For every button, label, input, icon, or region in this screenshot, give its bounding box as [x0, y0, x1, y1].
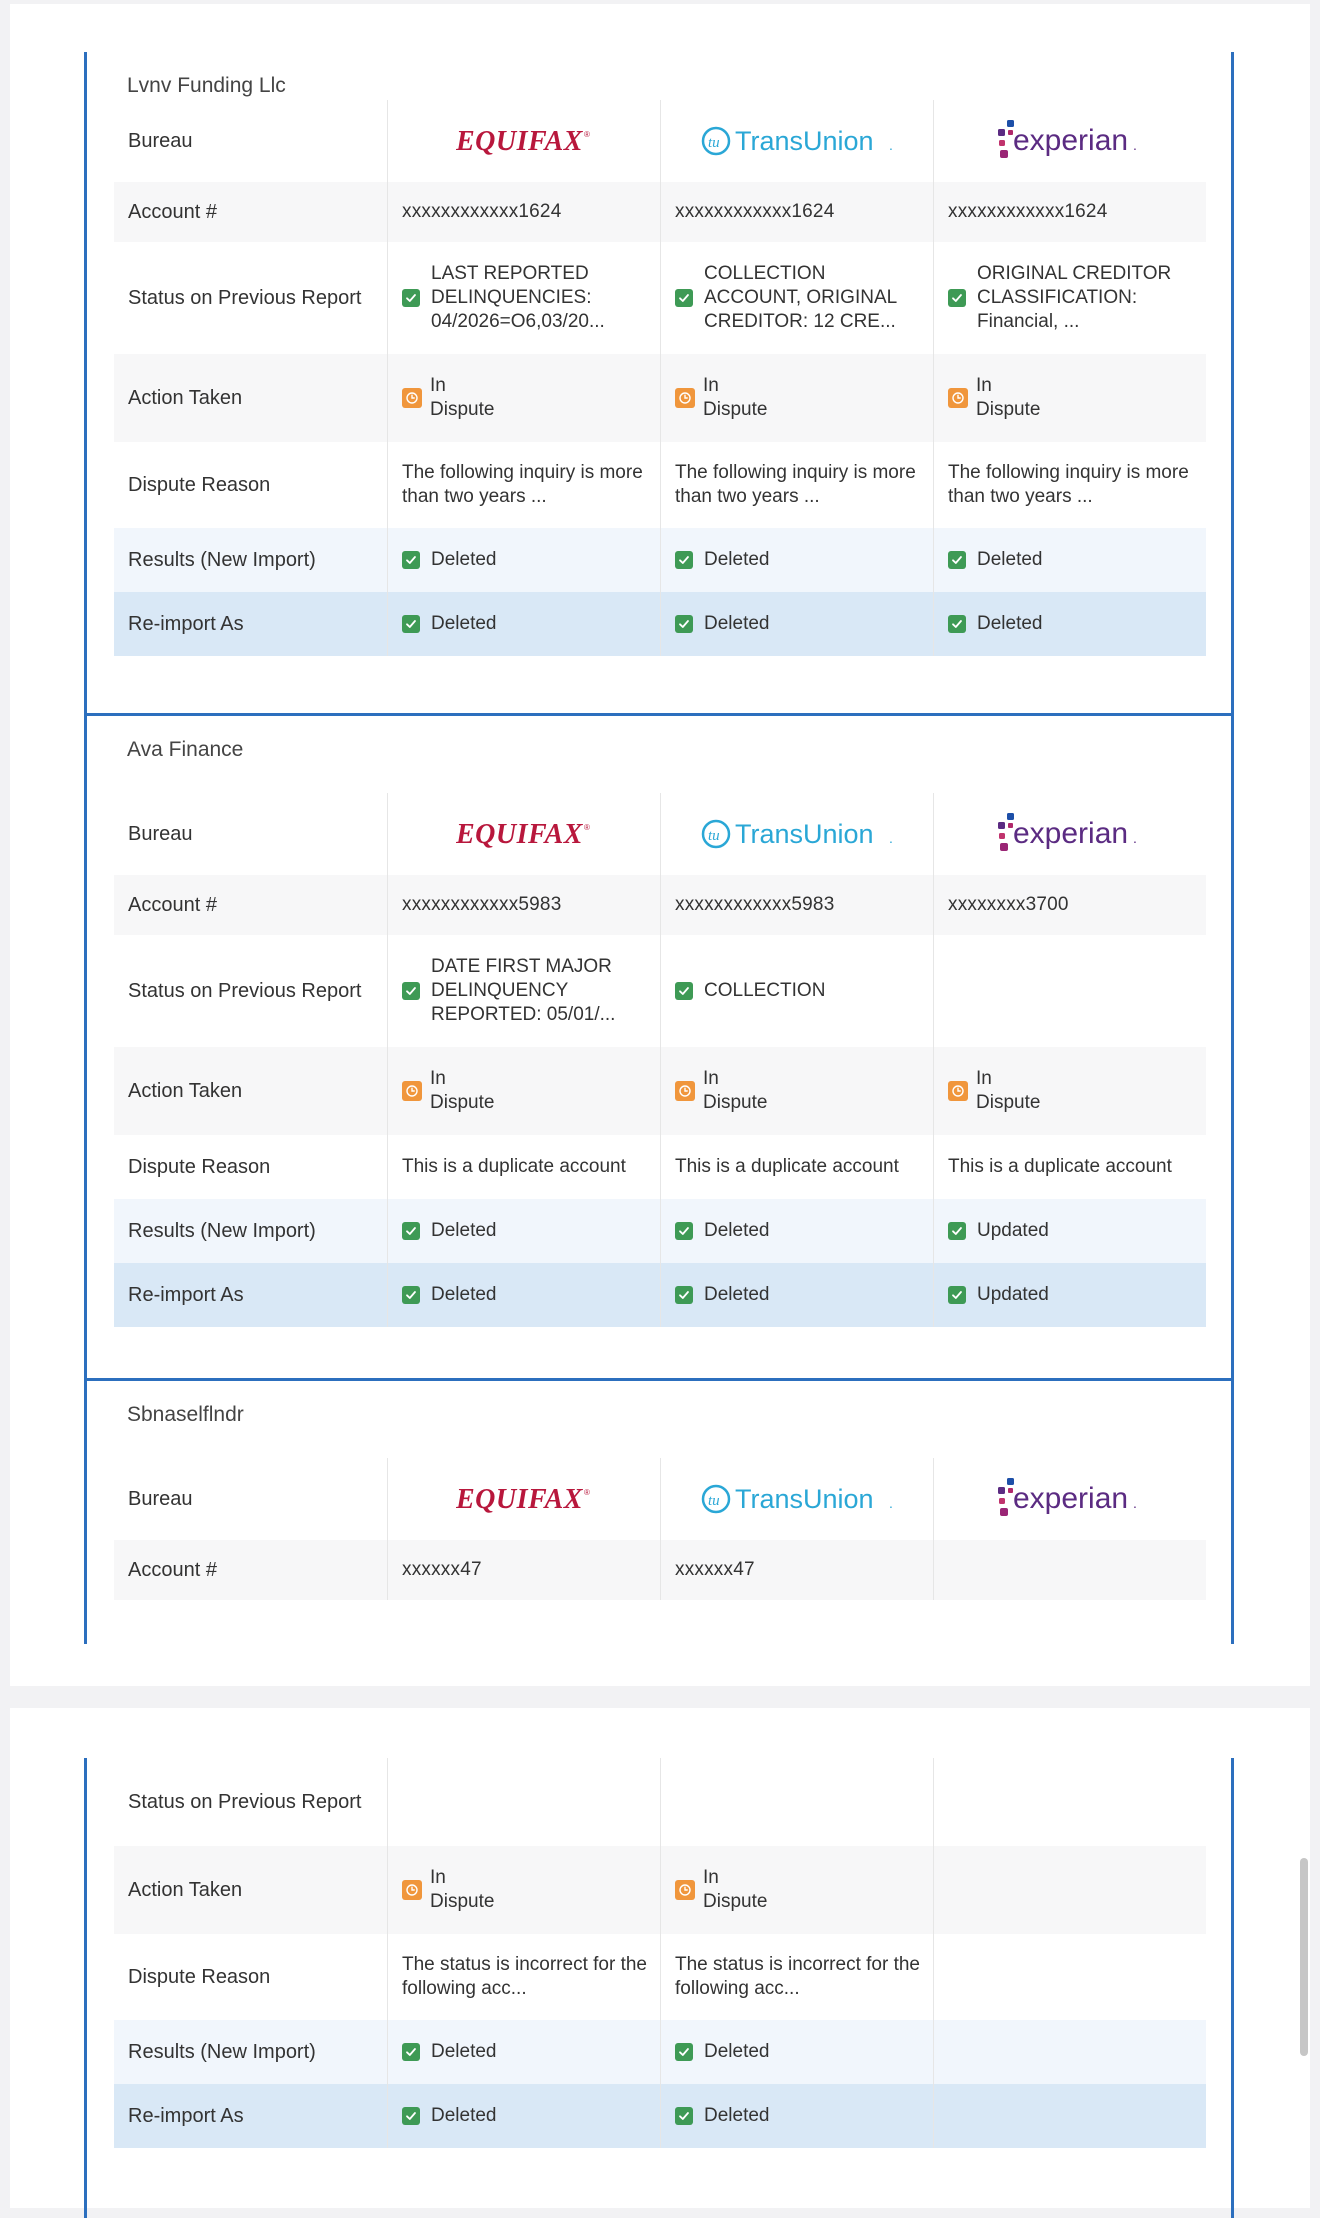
- row-label: Results (New Import): [128, 1220, 316, 1242]
- svg-text:TransUnion: TransUnion: [735, 1484, 874, 1514]
- reimport-text: Deleted: [431, 613, 497, 634]
- action-taken-text: [430, 1067, 494, 1115]
- table: [114, 100, 1206, 656]
- svg-text:experian: experian: [1013, 124, 1129, 157]
- account-number: xxxxxxxxxxxx1624: [675, 201, 835, 222]
- row-action: [114, 1846, 1206, 1934]
- svg-text:tu: tu: [708, 1493, 720, 1509]
- row-reimport: [114, 2084, 1206, 2148]
- row-label: Bureau: [128, 823, 193, 845]
- clock-icon: [675, 388, 695, 408]
- action-line: In: [703, 1068, 719, 1089]
- row-label: Re-import As: [128, 613, 244, 635]
- action-line: In: [430, 375, 446, 396]
- check-icon: [402, 289, 420, 307]
- dispute-reason-text: This is a duplicate account: [402, 1156, 626, 1177]
- cell-status: [387, 935, 660, 1047]
- status-text: COLLECTION ACCOUNT, ORIGINAL CREDITOR: 12 CRE...: [704, 263, 897, 332]
- row-label: Re-import As: [128, 2105, 244, 2127]
- transunion-logo: [701, 1481, 897, 1517]
- cell-action: [387, 1047, 660, 1135]
- tradeline-card-lvnv-funding: [84, 52, 1234, 716]
- svg-text:.: .: [1133, 137, 1137, 153]
- cell-reimport: [387, 2084, 660, 2148]
- check-icon: [402, 1222, 420, 1240]
- cell-account: [933, 182, 1206, 242]
- row-reason: [114, 1135, 1206, 1199]
- row-label: Dispute Reason: [128, 1156, 271, 1178]
- creditor-name: Ava Finance: [127, 738, 244, 761]
- equifax-logo: [456, 123, 596, 159]
- dispute-reason-text: The following inquiry is more than two years ...: [948, 462, 1189, 507]
- svg-text:TransUnion: TransUnion: [735, 819, 874, 849]
- cell-action: [933, 1846, 1206, 1934]
- reimport-text: Deleted: [704, 2105, 770, 2126]
- result-text: Deleted: [704, 549, 770, 570]
- cell-results: [933, 528, 1206, 592]
- svg-text:®: ®: [584, 1488, 590, 1497]
- cell-account: [660, 1540, 933, 1600]
- account-number: xxxxxx47: [402, 1559, 482, 1580]
- check-icon: [948, 615, 966, 633]
- cell-reimport: [387, 1263, 660, 1327]
- check-icon: [675, 2107, 693, 2125]
- account-number: xxxxxxxxxxxx1624: [948, 201, 1108, 222]
- cell-reason: [660, 442, 933, 528]
- action-line: Dispute: [976, 399, 1041, 420]
- action-taken-text: [703, 374, 767, 422]
- dispute-reason-text: This is a duplicate account: [675, 1156, 899, 1177]
- cell-action: [660, 1047, 933, 1135]
- cell-status: [933, 1758, 1206, 1846]
- check-icon: [675, 615, 693, 633]
- cell-status: [660, 242, 933, 354]
- scrollbar-thumb[interactable]: [1300, 1858, 1308, 2056]
- reimport-text: Updated: [977, 1284, 1049, 1305]
- cell-results: [387, 1199, 660, 1263]
- check-icon: [948, 1222, 966, 1240]
- check-icon: [675, 1222, 693, 1240]
- row-label: Account #: [128, 1559, 217, 1581]
- check-icon: [402, 2107, 420, 2125]
- cell-results: [387, 2020, 660, 2084]
- check-icon: [948, 551, 966, 569]
- account-number: xxxxxxxxxxxx5983: [675, 894, 835, 915]
- cell-status: [387, 242, 660, 354]
- row-results: [114, 1199, 1206, 1263]
- reimport-text: Deleted: [704, 613, 770, 634]
- action-line: In: [430, 1068, 446, 1089]
- cell-account: [933, 1540, 1206, 1600]
- status-text: DATE FIRST MAJOR DELINQUENCY REPORTED: 05/01/...: [431, 956, 616, 1025]
- action-taken-text: [976, 1067, 1040, 1115]
- svg-text:tu: tu: [708, 828, 720, 844]
- row-results: [114, 2020, 1206, 2084]
- row-label: Status on Previous Report: [128, 1791, 362, 1813]
- check-icon: [948, 289, 966, 307]
- svg-text:EQUIFAX: EQUIFAX: [456, 126, 583, 157]
- svg-text:EQUIFAX: EQUIFAX: [456, 819, 583, 850]
- table: [114, 1758, 1206, 2148]
- account-number: xxxxxxxxxxxx1624: [402, 201, 562, 222]
- row-action: [114, 354, 1206, 442]
- row-results: [114, 528, 1206, 592]
- bureau-logo-cell: [660, 100, 933, 182]
- table: [114, 793, 1206, 1327]
- cell-action: [933, 1047, 1206, 1135]
- cell-status: [660, 1758, 933, 1846]
- cell-reason: [387, 442, 660, 528]
- row-account: [114, 875, 1206, 935]
- row-label: Account #: [128, 894, 217, 916]
- tradeline-card-sbnaselflndr: [84, 1378, 1234, 1644]
- row-status: [114, 1758, 1206, 1846]
- clock-icon: [948, 1081, 968, 1101]
- row-reason: [114, 1934, 1206, 2020]
- cell-account: [660, 875, 933, 935]
- dispute-reason-text: The status is incorrect for the following acc...: [675, 1954, 920, 1999]
- bureau-logo-cell: [933, 100, 1206, 182]
- table: [114, 1458, 1206, 1600]
- dispute-reason-text: This is a duplicate account: [948, 1156, 1172, 1177]
- check-icon: [948, 1286, 966, 1304]
- cell-results: [660, 1199, 933, 1263]
- cell-reason: [933, 1135, 1206, 1199]
- reimport-text: Deleted: [431, 2105, 497, 2126]
- experian-logo: [997, 118, 1147, 164]
- cell-results: [933, 2020, 1206, 2084]
- cell-account: [387, 182, 660, 242]
- row-label: Action Taken: [128, 387, 243, 409]
- svg-text:tu: tu: [708, 135, 720, 151]
- row-label: Action Taken: [128, 1080, 243, 1102]
- dispute-reason-text: The following inquiry is more than two years ...: [675, 462, 916, 507]
- result-text: Deleted: [431, 1220, 497, 1241]
- row-label: Account #: [128, 201, 217, 223]
- check-icon: [402, 2043, 420, 2061]
- result-text: Deleted: [431, 2041, 497, 2062]
- cell-reimport: [387, 592, 660, 656]
- svg-text:experian: experian: [1013, 1482, 1129, 1515]
- svg-text:TransUnion: TransUnion: [735, 126, 874, 156]
- check-icon: [402, 1286, 420, 1304]
- row-reason: [114, 442, 1206, 528]
- check-icon: [675, 982, 693, 1000]
- cell-reason: [660, 1135, 933, 1199]
- svg-text:experian: experian: [1013, 817, 1129, 850]
- action-line: In: [976, 375, 992, 396]
- row-status: [114, 242, 1206, 354]
- cell-reimport: [660, 592, 933, 656]
- action-line: Dispute: [703, 1891, 768, 1912]
- clock-icon: [402, 388, 422, 408]
- row-bureau: [114, 1458, 1206, 1540]
- cell-action: [387, 1846, 660, 1934]
- action-line: Dispute: [430, 399, 495, 420]
- report-page-2: [10, 1708, 1310, 2208]
- tradeline-card-ava-finance: [84, 713, 1234, 1381]
- transunion-logo: [701, 123, 897, 159]
- clock-icon: [675, 1880, 695, 1900]
- cell-status: [660, 935, 933, 1047]
- row-account: [114, 182, 1206, 242]
- svg-text:EQUIFAX: EQUIFAX: [456, 1484, 583, 1515]
- row-label: Status on Previous Report: [128, 980, 362, 1002]
- cell-action: [387, 354, 660, 442]
- clock-icon: [402, 1081, 422, 1101]
- row-label: Action Taken: [128, 1879, 243, 1901]
- status-text: ORIGINAL CREDITOR CLASSIFICATION: Financial, ...: [977, 263, 1172, 332]
- reimport-text: Deleted: [977, 613, 1043, 634]
- row-label: Dispute Reason: [128, 474, 271, 496]
- check-icon: [402, 551, 420, 569]
- check-icon: [402, 982, 420, 1000]
- svg-text:.: .: [889, 830, 893, 846]
- cell-account: [660, 182, 933, 242]
- action-line: Dispute: [703, 1092, 768, 1113]
- bureau-logo-cell: [660, 1458, 933, 1540]
- action-line: Dispute: [703, 399, 768, 420]
- cell-status: [387, 1758, 660, 1846]
- action-line: Dispute: [976, 1092, 1041, 1113]
- cell-account: [933, 875, 1206, 935]
- result-text: Deleted: [431, 549, 497, 570]
- action-line: In: [976, 1068, 992, 1089]
- status-text: LAST REPORTED DELINQUENCIES: 04/2026=O6,03/20...: [431, 263, 605, 332]
- clock-icon: [402, 1880, 422, 1900]
- action-taken-text: [703, 1866, 767, 1914]
- cell-reimport: [933, 592, 1206, 656]
- cell-reimport: [660, 2084, 933, 2148]
- check-icon: [675, 289, 693, 307]
- row-label: Status on Previous Report: [128, 287, 362, 309]
- svg-text:®: ®: [584, 823, 590, 832]
- bureau-logo-cell: [387, 793, 660, 875]
- cell-reason: [660, 1934, 933, 2020]
- result-text: Deleted: [977, 549, 1043, 570]
- clock-icon: [675, 1081, 695, 1101]
- cell-reason: [933, 442, 1206, 528]
- action-taken-text: [430, 1866, 494, 1914]
- reimport-text: Deleted: [431, 1284, 497, 1305]
- bureau-logo-cell: [660, 793, 933, 875]
- cell-account: [387, 875, 660, 935]
- cell-reimport: [660, 1263, 933, 1327]
- check-icon: [402, 615, 420, 633]
- cell-action: [660, 354, 933, 442]
- result-text: Deleted: [704, 2041, 770, 2062]
- reimport-text: Deleted: [704, 1284, 770, 1305]
- cell-reason: [933, 1934, 1206, 2020]
- row-bureau: [114, 793, 1206, 875]
- check-icon: [675, 1286, 693, 1304]
- cell-reimport: [933, 1263, 1206, 1327]
- cell-action: [933, 354, 1206, 442]
- check-icon: [675, 2043, 693, 2061]
- row-label: Results (New Import): [128, 549, 316, 571]
- dispute-reason-text: The following inquiry is more than two years ...: [402, 462, 643, 507]
- action-taken-text: [976, 374, 1040, 422]
- experian-logo: [997, 1476, 1147, 1522]
- row-bureau: [114, 100, 1206, 182]
- bureau-logo-cell: [387, 1458, 660, 1540]
- row-label: Dispute Reason: [128, 1966, 271, 1988]
- account-number: xxxxxxxx3700: [948, 894, 1069, 915]
- result-text: Updated: [977, 1220, 1049, 1241]
- action-line: In: [430, 1867, 446, 1888]
- row-status: [114, 935, 1206, 1047]
- status-text: COLLECTION: [704, 980, 826, 1001]
- result-text: Deleted: [704, 1220, 770, 1241]
- row-label: Bureau: [128, 1488, 193, 1510]
- row-reimport: [114, 1263, 1206, 1327]
- check-icon: [675, 551, 693, 569]
- equifax-logo: [456, 816, 596, 852]
- cell-reimport: [933, 2084, 1206, 2148]
- cell-reason: [387, 1934, 660, 2020]
- cell-results: [660, 2020, 933, 2084]
- row-action: [114, 1047, 1206, 1135]
- creditor-name: Lvnv Funding Llc: [127, 74, 286, 97]
- action-line: Dispute: [430, 1092, 495, 1113]
- experian-logo: [997, 811, 1147, 857]
- creditor-name: Sbnaselflndr: [127, 1403, 244, 1426]
- tradeline-card-sbnaselflndr-continued: [84, 1758, 1234, 2218]
- clock-icon: [948, 388, 968, 408]
- action-line: In: [703, 375, 719, 396]
- cell-action: [660, 1846, 933, 1934]
- row-reimport: [114, 592, 1206, 656]
- action-taken-text: [703, 1067, 767, 1115]
- cell-results: [387, 528, 660, 592]
- cell-status: [933, 935, 1206, 1047]
- dispute-reason-text: The status is incorrect for the following acc...: [402, 1954, 647, 1999]
- cell-account: [387, 1540, 660, 1600]
- cell-status: [933, 242, 1206, 354]
- equifax-logo: [456, 1481, 596, 1517]
- row-account: [114, 1540, 1206, 1600]
- bureau-logo-cell: [387, 100, 660, 182]
- account-number: xxxxxx47: [675, 1559, 755, 1580]
- cell-results: [933, 1199, 1206, 1263]
- action-line: Dispute: [430, 1891, 495, 1912]
- svg-text:.: .: [1133, 830, 1137, 846]
- report-page-1: [10, 4, 1310, 1686]
- account-number: xxxxxxxxxxxx5983: [402, 894, 562, 915]
- row-label: Re-import As: [128, 1284, 244, 1306]
- svg-text:.: .: [889, 137, 893, 153]
- svg-text:.: .: [1133, 1495, 1137, 1511]
- svg-text:.: .: [889, 1495, 893, 1511]
- action-line: In: [703, 1867, 719, 1888]
- action-taken-text: [430, 374, 494, 422]
- cell-results: [660, 528, 933, 592]
- svg-text:®: ®: [584, 130, 590, 139]
- bureau-logo-cell: [933, 1458, 1206, 1540]
- cell-reason: [387, 1135, 660, 1199]
- transunion-logo: [701, 816, 897, 852]
- row-label: Results (New Import): [128, 2041, 316, 2063]
- bureau-logo-cell: [933, 793, 1206, 875]
- row-label: Bureau: [128, 130, 193, 152]
